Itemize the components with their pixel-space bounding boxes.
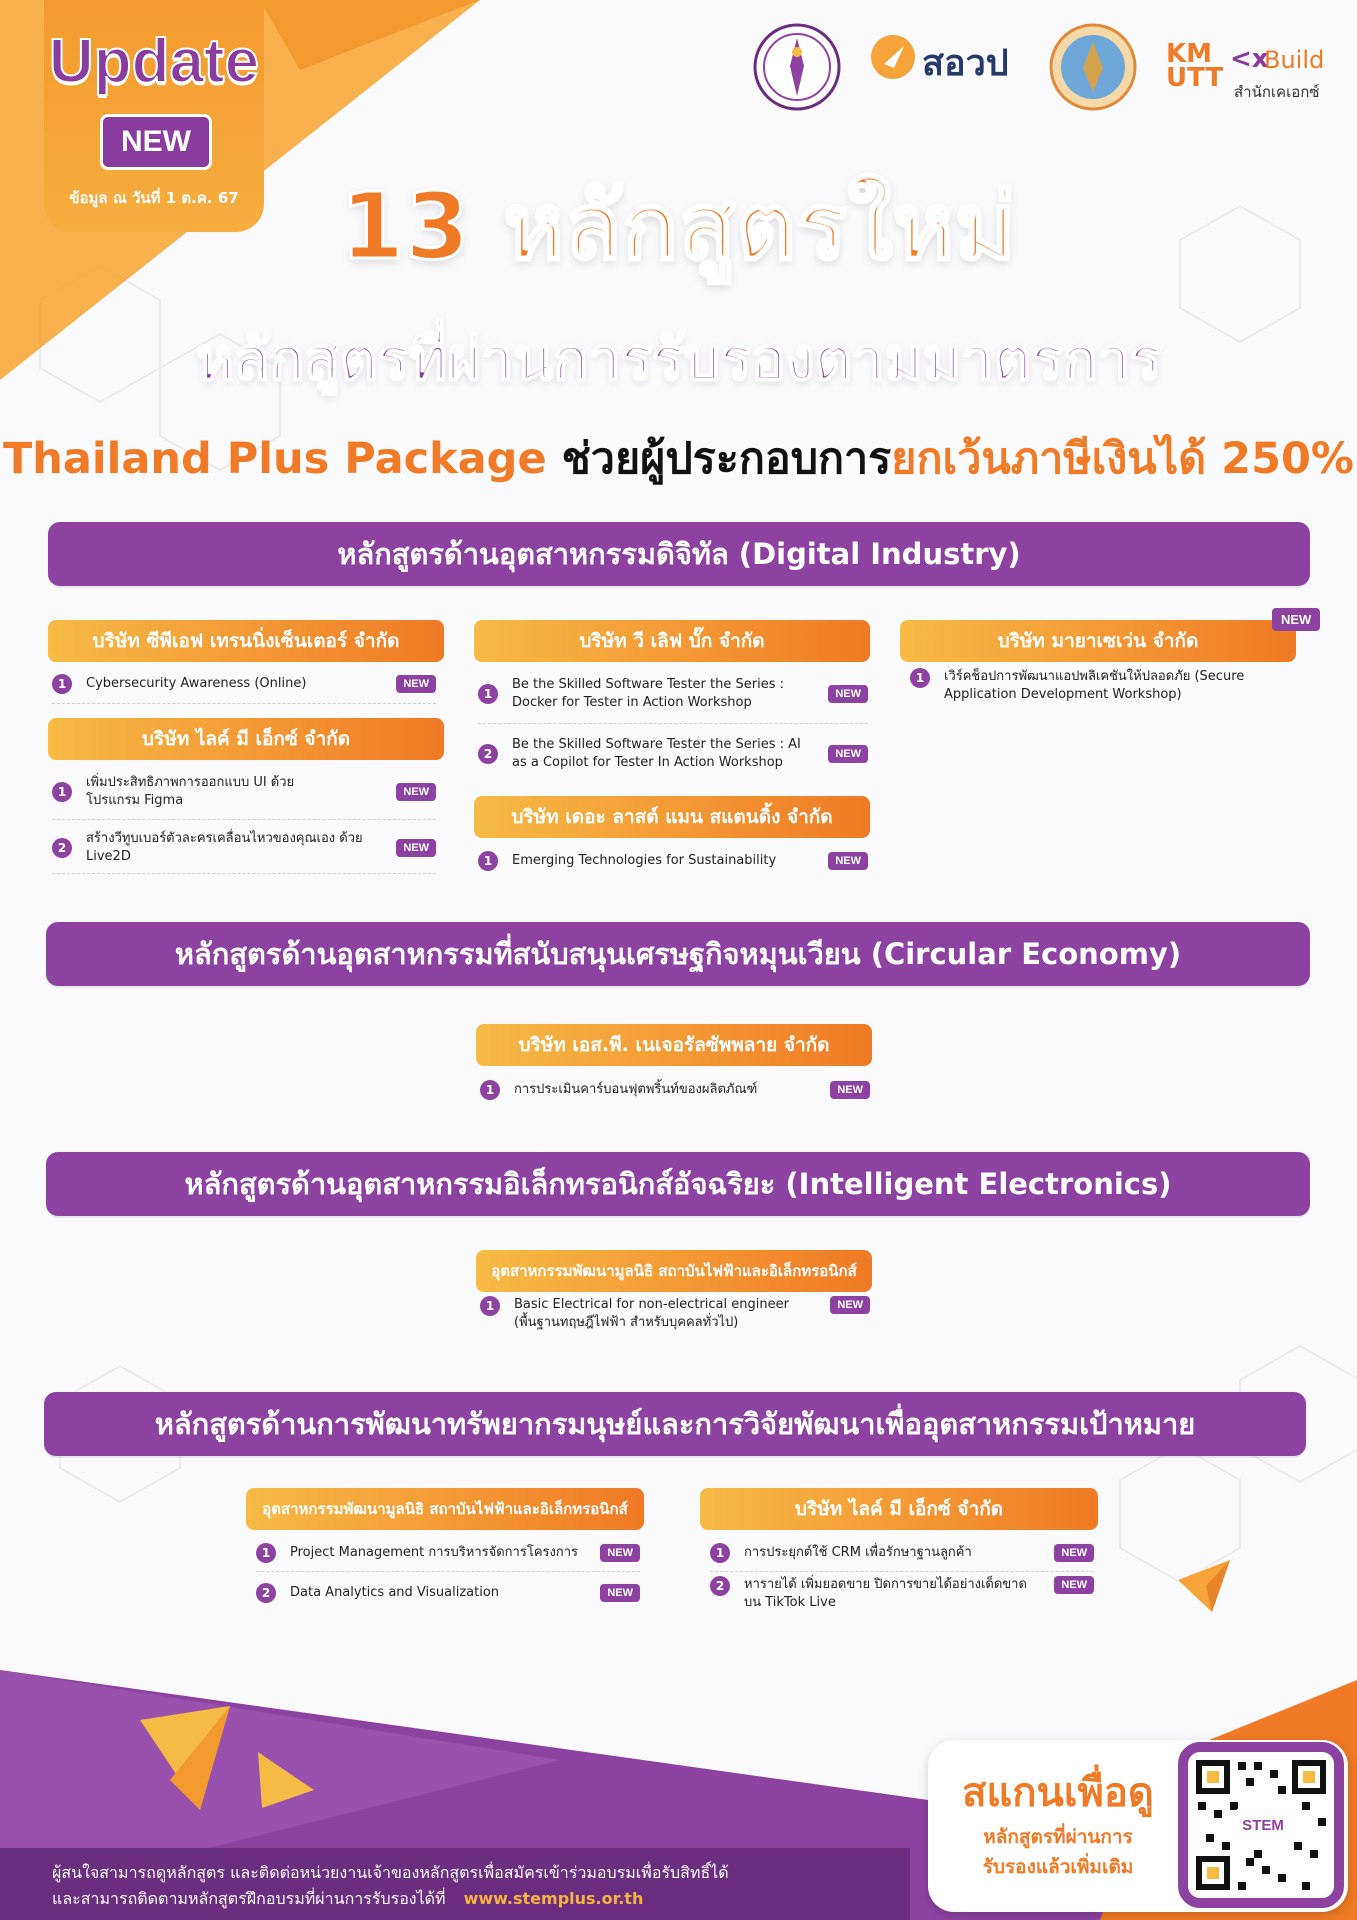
- course-item[interactable]: [52, 764, 436, 820]
- scan-subtitle-1: หลักสูตรที่ผ่านการ: [983, 1826, 1133, 1848]
- ministry-seal-logo: [752, 22, 842, 112]
- course-title: Cybersecurity Awareness (Online): [86, 675, 307, 691]
- new-pill: NEW: [100, 114, 212, 170]
- osvp-mark-icon: [870, 34, 916, 80]
- course-title: Project Management การบริหารจัดการโครงการ: [290, 1544, 578, 1560]
- course-title: สร้างวีทูบเบอร์ตัวละครเคลื่อนไหวของคุณเอง ด้วย Live2D: [86, 830, 363, 864]
- course-number: 1: [710, 1543, 730, 1563]
- company-header: อุตสาหกรรมพัฒนามูลนิธิ สถาบันไฟฟ้าและอิเล็กทรอนิกส์: [476, 1250, 872, 1292]
- course-title: เพิ่มประสิทธิภาพการออกแบบ UI ด้วยโปรแกรม Figma: [86, 774, 295, 808]
- course-title: Be the Skilled Software Tester the Series : AI as a Copilot for Tester In Action Workshop: [512, 737, 801, 770]
- company-header: อุตสาหกรรมพัฒนามูลนิธิ สถาบันไฟฟ้าและอิเล็กทรอนิกส์: [246, 1488, 644, 1530]
- company-header: บริษัท เดอะ ลาสต์ แมน สแตนดิ้ง จำกัด: [474, 796, 870, 838]
- headline-main: 13 หลักสูตรใหม่: [340, 173, 1017, 280]
- course-number: 1: [52, 782, 72, 802]
- paper-plane-icon: [1176, 1556, 1236, 1616]
- course-number: 2: [52, 838, 72, 858]
- update-word: Update: [48, 27, 260, 96]
- new-tag: NEW: [828, 852, 868, 870]
- royal-seal-logo: [1048, 22, 1138, 112]
- course-number: 1: [256, 1543, 276, 1563]
- headline-sub: หลักสูตรที่ผ่านการรับรองตามมาตรการ: [195, 325, 1162, 393]
- course-item[interactable]: [256, 1574, 640, 1612]
- xbuild-name: Build: [1264, 46, 1325, 74]
- new-tag: NEW: [396, 783, 436, 801]
- course-item[interactable]: [480, 1070, 870, 1110]
- qr-center-mark: STEM: [1242, 1817, 1284, 1834]
- course-item[interactable]: [256, 1534, 640, 1572]
- course-title: Data Analytics and Visualization: [290, 1585, 500, 1600]
- course-number: 1: [52, 674, 72, 694]
- course-item[interactable]: [478, 664, 868, 724]
- new-tag: NEW: [828, 685, 868, 703]
- company-header: บริษัท ไลค์ มี เอ็กซ์ จำกัด: [48, 718, 444, 760]
- course-item[interactable]: [480, 1296, 870, 1350]
- course-number: 2: [710, 1576, 730, 1596]
- course-title: Emerging Technologies for Sustainability: [512, 853, 777, 868]
- course-item[interactable]: [52, 822, 436, 874]
- xbuild-x-icon: <x: [1230, 44, 1269, 74]
- course-title: เวิร์คช็อปการพัฒนาแอปพลิเคชันให้ปลอดภัย (Secure Application Development Workshop): [944, 669, 1245, 702]
- new-tag: NEW: [828, 745, 868, 763]
- course-number: 1: [478, 684, 498, 704]
- new-tag: NEW: [396, 839, 436, 857]
- course-number: 2: [478, 744, 498, 764]
- course-item[interactable]: [710, 1576, 1094, 1626]
- course-number: 2: [256, 1583, 276, 1603]
- kmutt-mark: KMUTT: [1166, 39, 1224, 93]
- course-item[interactable]: [710, 1534, 1094, 1572]
- new-tag: NEW: [1054, 1576, 1094, 1594]
- section-title-electronics: หลักสูตรด้านอุตสาหกรรมอิเล็กทรอนิกส์อัจฉริยะ (Intelligent Electronics): [46, 1152, 1310, 1216]
- course-item[interactable]: [910, 668, 1296, 716]
- section-title-circular: หลักสูตรด้านอุตสาหกรรมที่สนับสนุนเศรษฐกิจหมุนเวียน (Circular Economy): [46, 922, 1310, 986]
- company-header: บริษัท ซีพีเอฟ เทรนนิ่งเซ็นเตอร์ จำกัด: [48, 620, 444, 662]
- course-item[interactable]: [478, 726, 868, 782]
- headline-line3: [0, 424, 1357, 492]
- osvp-name: สอวป: [922, 43, 1009, 84]
- osvp-logo: [870, 34, 1030, 104]
- scan-subtitle-2: รับรองแล้วเพิ่มเติม: [982, 1856, 1134, 1878]
- course-item[interactable]: [52, 664, 436, 704]
- course-number: 1: [480, 1080, 500, 1100]
- footer-line2: [52, 1886, 729, 1912]
- footer-line2-text: และสามารถติดตามหลักสูตรฝึกอบรมที่ผ่านการรับรองได้ที่: [52, 1889, 446, 1908]
- new-tag: NEW: [600, 1544, 640, 1562]
- new-tag: NEW: [1054, 1544, 1094, 1562]
- scan-subtitle: [952, 1822, 1164, 1882]
- course-item[interactable]: [478, 842, 868, 880]
- footer-text: [52, 1860, 729, 1912]
- new-tag: NEW: [830, 1296, 870, 1314]
- section-title-digital: หลักสูตรด้านอุตสาหกรรมดิจิทัล (Digital Industry): [48, 522, 1310, 586]
- new-tag: NEW: [396, 675, 436, 693]
- course-title: Be the Skilled Software Tester the Series : Docker for Tester in Action Workshop: [512, 676, 784, 710]
- kmutt-xbuild-logo: [1166, 22, 1332, 112]
- partner-logos: [752, 22, 1332, 112]
- headline-line3-b: ช่วยผู้ประกอบการ: [561, 434, 892, 484]
- company-header: บริษัท มายาเซเว่น จำกัด: [900, 620, 1296, 662]
- new-tag: NEW: [830, 1081, 870, 1099]
- company-header: บริษัท ไลค์ มี เอ็กซ์ จำกัด: [700, 1488, 1098, 1530]
- qr-code-icon: [1188, 1752, 1334, 1898]
- course-title: การประเมินคาร์บอนฟุตพริ้นท์ของผลิตภัณฑ์: [514, 1082, 758, 1097]
- new-tag: NEW: [600, 1584, 640, 1602]
- course-title: หารายได้ เพิ่มยอดขาย ปิดการขายได้อย่างเด็ดขาด บน TikTok Live: [744, 1577, 1027, 1610]
- course-number: 1: [910, 668, 930, 688]
- course-title: Basic Electrical for non-electrical engineer (พื้นฐานทฤษฎีไฟฟ้า สำหรับบุคคลทั่วไป): [514, 1297, 789, 1330]
- footer-line1: ผู้สนใจสามารถดูหลักสูตร และติดต่อหน่วยงานเจ้าของหลักสูตรเพื่อสมัครเข้าร่วมอบรมเพื่อรับสิทธิ์ได้: [52, 1863, 729, 1882]
- website-link[interactable]: www.stemplus.or.th: [463, 1889, 644, 1908]
- course-number: 1: [480, 1296, 500, 1316]
- qr-code[interactable]: [1178, 1742, 1344, 1908]
- new-corner-tag: NEW: [1272, 608, 1320, 631]
- course-number: 1: [478, 851, 498, 871]
- headline-line3-c: ยกเว้นภาษีเงินได้ 250%: [891, 434, 1355, 484]
- section-title-hr: หลักสูตรด้านการพัฒนาทรัพยากรมนุษย์และการวิจัยพัฒนาเพื่ออุตสาหกรรมเป้าหมาย: [44, 1392, 1306, 1456]
- company-header: บริษัท วี เลิฟ บั๊ก จำกัด: [474, 620, 870, 662]
- scan-title: สแกนเพื่อดู: [962, 1770, 1154, 1816]
- as-of-date: ข้อมูล ณ วันที่ 1 ต.ค. 67: [69, 189, 239, 207]
- xbuild-sub: สำนักเคเอกซ์: [1234, 83, 1320, 101]
- company-header: บริษัท เอส.พี. เนเจอรัลซัพพลาย จำกัด: [476, 1024, 872, 1066]
- course-title: การประยุกต์ใช้ CRM เพื่อรักษาฐานลูกค้า: [744, 1544, 972, 1560]
- headline-line3-a: Thailand Plus Package: [2, 434, 547, 484]
